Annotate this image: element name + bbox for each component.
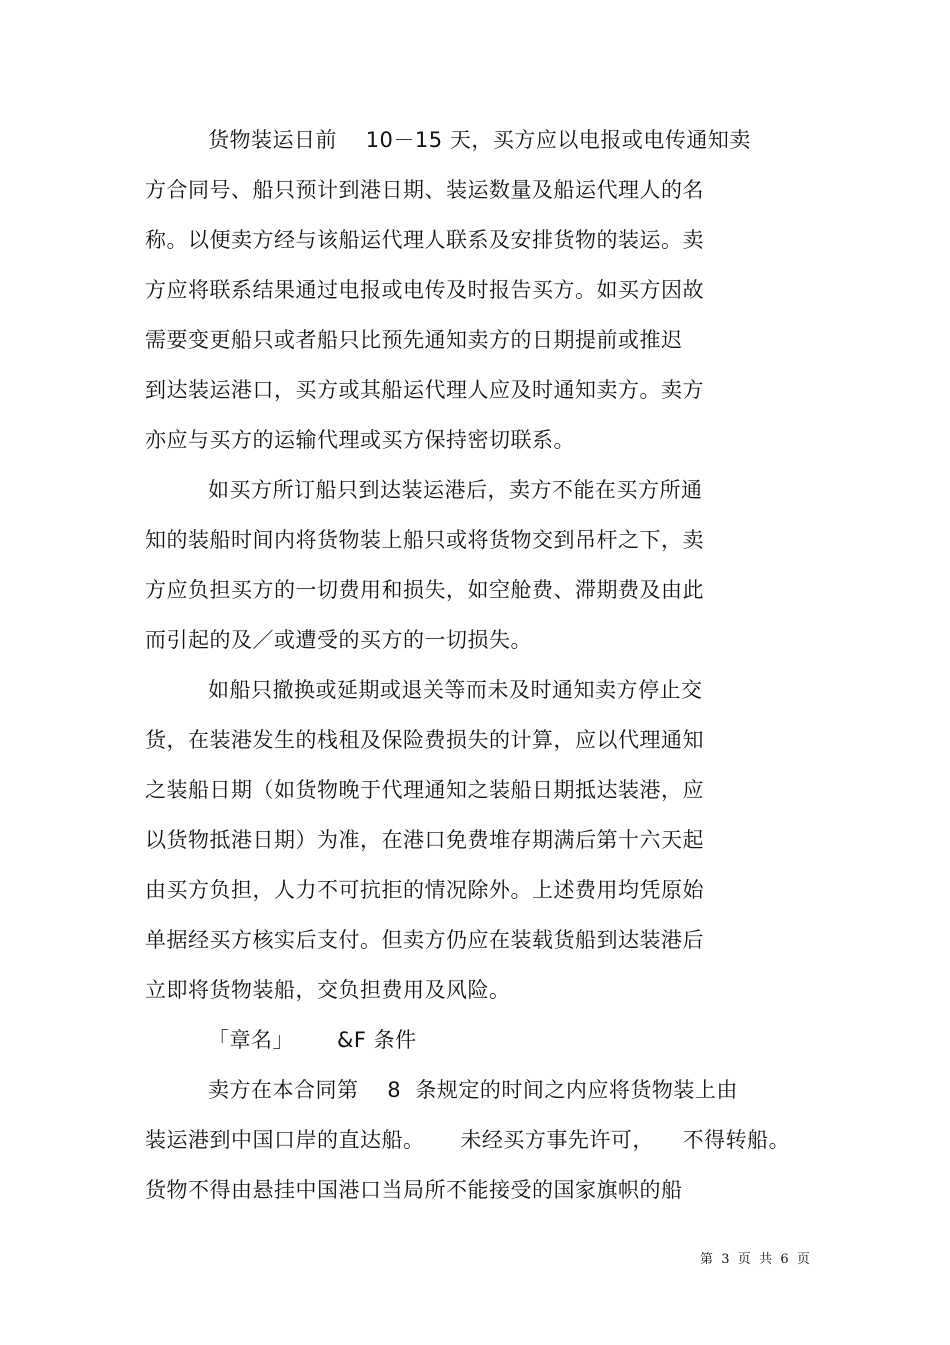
text-line: 如船只撤换或延期或退关等而未及时通知卖方停止交 [208, 678, 703, 702]
text-line: 以货物抵港日期）为准，在港口免费堆存期满后第十六天起 [145, 828, 704, 852]
text-line: 方应将联系结果通过电报或电传及时报告买方。如买方因故 [145, 278, 704, 302]
text-line: 货物装运日前 10－15 天，买方应以电报或电传通知卖 [208, 128, 751, 152]
text-line: 货，在装港发生的栈租及保险费损失的计算，应以代理通知 [145, 728, 704, 752]
text-line: 由买方负担，人力不可抗拒的情况除外。上述费用均凭原始 [145, 878, 704, 902]
text-line: 而引起的及／或遭受的买方的一切损失。 [145, 628, 532, 652]
text-line: 立即将货物装船，交负担费用及风险。 [145, 978, 511, 1002]
text-line: 称。以便卖方经与该船运代理人联系及安排货物的装运。卖 [145, 228, 704, 252]
text-line: 方合同号、船只预计到港日期、装运数量及船运代理人的名 [145, 178, 704, 202]
text-line: 知的装船时间内将货物装上船只或将货物交到吊杆之下，卖 [145, 528, 704, 552]
text-line: 装运港到中国口岸的直达船。 未经买方事先许可， 不得转船。 [145, 1128, 791, 1152]
text-line: 方应负担买方的一切费用和损失，如空舱费、滞期费及由此 [145, 578, 704, 602]
text-line: 亦应与买方的运输代理或买方保持密切联系。 [145, 428, 575, 452]
section-heading: 「章名」 &F 条件 [208, 1028, 417, 1052]
text-line: 需要变更船只或者船只比预先通知卖方的日期提前或推迟 [145, 328, 683, 352]
text-line: 如买方所订船只到达装运港后，卖方不能在买方所通 [208, 478, 703, 502]
text-line: 单据经买方核实后支付。但卖方仍应在装载货船到达装港后 [145, 928, 704, 952]
text-line: 到达装运港口，买方或其船运代理人应及时通知卖方。卖方 [145, 378, 704, 402]
text-line: 之装船日期（如货物晚于代理通知之装船日期抵达装港，应 [145, 778, 704, 802]
text-line: 卖方在本合同第 8 条规定的时间之内应将货物装上由 [208, 1078, 738, 1102]
text-line: 货物不得由悬挂中国港口当局所不能接受的国家旗帜的船 [145, 1178, 683, 1202]
page-number-footer: 第 3 页 共 6 页 [700, 1252, 810, 1267]
